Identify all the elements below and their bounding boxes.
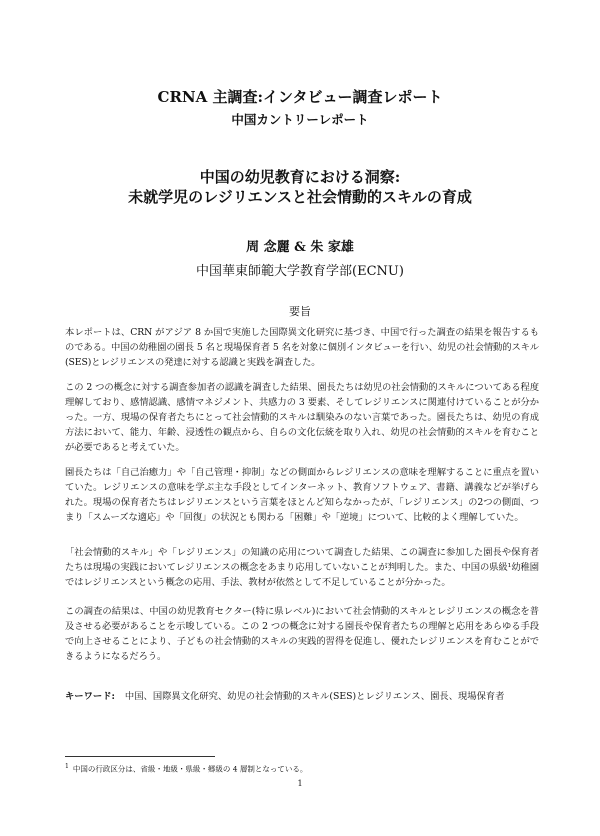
keywords-label: キーワード:	[65, 691, 115, 702]
paper-title-line-2: 未就学児のレジリエンスと社会情動的スキルの育成	[128, 188, 472, 206]
footnote-marker: 1	[65, 763, 69, 770]
abstract-paragraph: 「社会情動的スキル」や「レジリエンス」の知識の応用について調査した結果、この調査に参加した園長や保育者たちは現場の実践においてレジリエンスの概念をあまり応用していないことが判明した。また、中国の県級¹幼稚園ではレジリエンスという概念の応用、手法、教材が依然として不足していることが分かった。	[65, 547, 539, 588]
abstract-paragraph: 本レポートは、CRN がアジア 8 か国で実施した国際異文化研究に基づき、中国で行った調査の結果を報告するものである。中国の幼稚園の園長 5 名と現場保育者 5 名を対象に個別インタビューを行い、幼児の社会情動的スキル(SES)とレジリエンスの発達に対する認識と実践を調査した。	[65, 327, 539, 368]
report-title: CRNA 主調査:インタビュー調査レポート	[157, 88, 443, 106]
footnote-divider	[65, 756, 215, 757]
keywords	[65, 690, 539, 704]
abstract-heading: 要旨	[289, 305, 311, 318]
footnote-text: 中国の行政区分は、省級・地級・県級・郷級の 4 層制となっている。	[72, 764, 308, 774]
authors: 周 念麗 & 朱 家雄	[246, 240, 354, 255]
affiliation: 中国華東師範大学教育学部(ECNU)	[196, 264, 404, 279]
report-subtitle: 中国カントリーレポート	[231, 112, 369, 127]
abstract-paragraph: この 2 つの概念に対する調査参加者の認識を調査した結果、園長たちは幼児の社会情動的スキルについてある程度理解しており、感情認識、感情マネジメント、共感力の 3 要素、そしてレジリエンスに関連付けていることが分かった。一方、現場の保育者たちにとって社会情動的スキルは馴染みのない言葉であった。園長たちは、幼児の育成方法において、能力、年齢、浸透性の観点から、自らの文化伝統を取り入れ、幼児の社会情動的スキルを育むことが必要であると考えていた。	[65, 382, 539, 453]
abstract-paragraph: この調査の結果は、中国の幼児教育セクター(特に県レベル)において社会情動的スキルとレジリエンスの概念を普及させる必要があることを示唆している。この 2 つの概念に対する園長や保育者たちの理解と応用をあらゆる手段で向上させることにより、子どもの社会情動的スキルの実践的習得を促進し、優れたレジリエンスを育むことができるようになるだろう。	[65, 606, 539, 662]
page-number: 1	[297, 779, 303, 788]
abstract-paragraph: 園長たちは「自己治癒力」や「自己管理・抑制」などの側面からレジリエンスの意味を理解することに重点を置いていた。レジリエンスの意味を学ぶ主な手段としてインターネット、教育ソフトウェア、書籍、講義などが挙げられた。現場の保育者たちはレジリエンスという言葉をほとんど知らなかったが、「レジリエンス」の2つの側面、つまり「スムーズな適応」や「回復」の状況とも関わる「困難」や「逆境」について、比較的よく理解していた。	[65, 467, 539, 523]
footnote	[65, 762, 539, 775]
paper-title-line-1: 中国の幼児教育における洞察:	[199, 168, 401, 186]
keywords-text: 中国、国際異文化研究、幼児の社会情動的スキル(SES)とレジリエンス、園長、現場保育者	[124, 691, 505, 702]
